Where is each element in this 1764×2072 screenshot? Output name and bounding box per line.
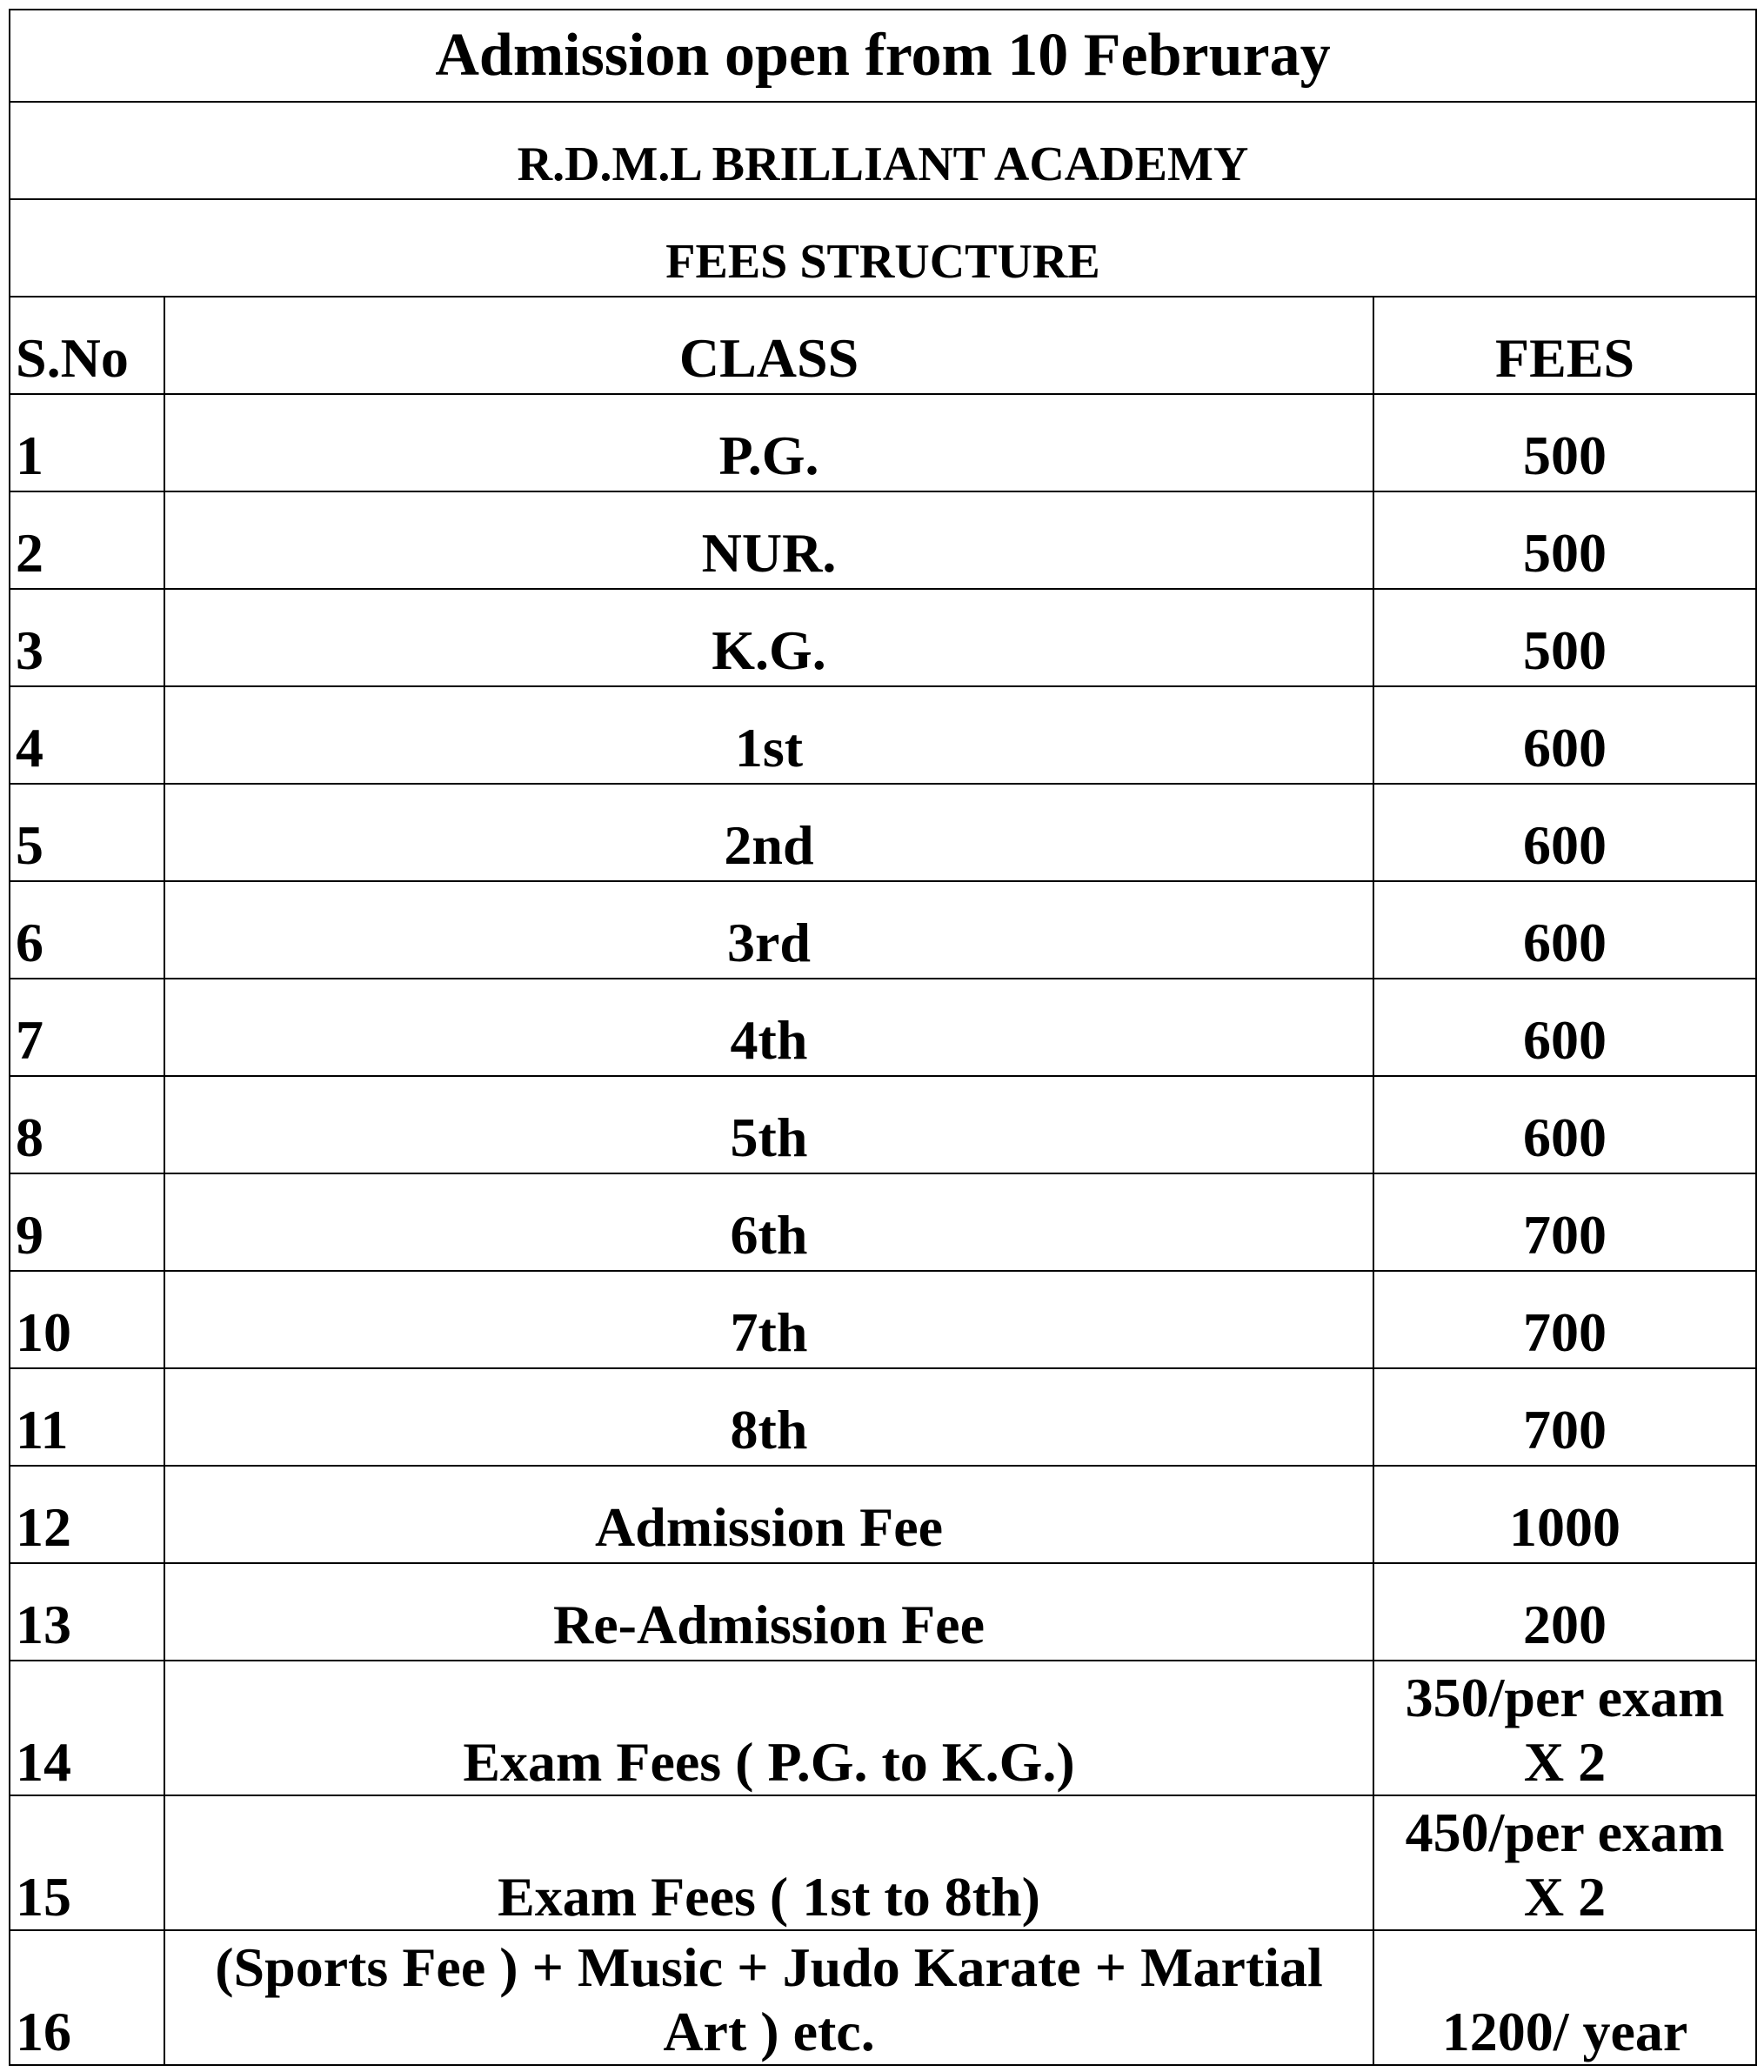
table-row xyxy=(10,589,1756,686)
table-row xyxy=(10,881,1756,979)
column-header-class: CLASS xyxy=(164,297,1373,394)
subtitle-row xyxy=(10,199,1756,297)
table-row xyxy=(10,1795,1756,1930)
row-class: 4th xyxy=(164,979,1373,1076)
fees-structure-heading: FEES STRUCTURE xyxy=(10,199,1756,297)
row-sno: 14 xyxy=(10,1661,164,1795)
row-sno: 8 xyxy=(10,1076,164,1173)
table-row xyxy=(10,1466,1756,1563)
row-fees: 700 xyxy=(1373,1271,1756,1368)
fees-table xyxy=(9,9,1757,2066)
row-sno: 6 xyxy=(10,881,164,979)
row-sno: 3 xyxy=(10,589,164,686)
column-header-fees: FEES xyxy=(1373,297,1756,394)
row-sno: 2 xyxy=(10,491,164,589)
row-class: Exam Fees ( P.G. to K.G.) xyxy=(164,1661,1373,1795)
row-class: (Sports Fee ) + Music + Judo Karate + Martial Art ) etc. xyxy=(164,1930,1373,2065)
row-sno: 13 xyxy=(10,1563,164,1661)
row-class: NUR. xyxy=(164,491,1373,589)
row-class: P.G. xyxy=(164,394,1373,491)
row-fees: 500 xyxy=(1373,491,1756,589)
column-header-sno: S.No xyxy=(10,297,164,394)
row-class: 2nd xyxy=(164,784,1373,881)
row-fees: 600 xyxy=(1373,979,1756,1076)
row-sno: 5 xyxy=(10,784,164,881)
row-sno: 11 xyxy=(10,1368,164,1466)
row-fees: 1200/ year xyxy=(1373,1930,1756,2065)
table-row xyxy=(10,1661,1756,1795)
row-sno: 9 xyxy=(10,1173,164,1271)
table-row xyxy=(10,394,1756,491)
table-row xyxy=(10,784,1756,881)
table-row xyxy=(10,1271,1756,1368)
row-class: Exam Fees ( 1st to 8th) xyxy=(164,1795,1373,1930)
table-row xyxy=(10,1076,1756,1173)
table-row xyxy=(10,979,1756,1076)
table-row xyxy=(10,1368,1756,1466)
row-class: 8th xyxy=(164,1368,1373,1466)
row-sno: 7 xyxy=(10,979,164,1076)
row-class: K.G. xyxy=(164,589,1373,686)
row-fees: 500 xyxy=(1373,589,1756,686)
row-sno: 4 xyxy=(10,686,164,784)
row-class: 5th xyxy=(164,1076,1373,1173)
column-header-row xyxy=(10,297,1756,394)
table-row xyxy=(10,1930,1756,2065)
table-row xyxy=(10,491,1756,589)
row-fees: 450/per exam X 2 xyxy=(1373,1795,1756,1930)
table-row xyxy=(10,686,1756,784)
table-row xyxy=(10,1563,1756,1661)
row-fees: 700 xyxy=(1373,1368,1756,1466)
page-title: Admission open from 10 Februray xyxy=(10,10,1756,102)
row-fees: 700 xyxy=(1373,1173,1756,1271)
row-class: Admission Fee xyxy=(164,1466,1373,1563)
row-fees: 600 xyxy=(1373,881,1756,979)
row-sno: 1 xyxy=(10,394,164,491)
row-class: 3rd xyxy=(164,881,1373,979)
table-row xyxy=(10,1173,1756,1271)
school-name-row xyxy=(10,102,1756,199)
row-fees: 600 xyxy=(1373,686,1756,784)
row-sno: 15 xyxy=(10,1795,164,1930)
row-fees: 350/per exam X 2 xyxy=(1373,1661,1756,1795)
title-row xyxy=(10,10,1756,102)
row-fees: 200 xyxy=(1373,1563,1756,1661)
row-class: 6th xyxy=(164,1173,1373,1271)
row-fees: 500 xyxy=(1373,394,1756,491)
school-name: R.D.M.L BRILLIANT ACADEMY xyxy=(10,102,1756,199)
row-class: 7th xyxy=(164,1271,1373,1368)
row-fees: 1000 xyxy=(1373,1466,1756,1563)
row-sno: 12 xyxy=(10,1466,164,1563)
row-fees: 600 xyxy=(1373,784,1756,881)
row-class: Re-Admission Fee xyxy=(164,1563,1373,1661)
row-sno: 16 xyxy=(10,1930,164,2065)
row-class: 1st xyxy=(164,686,1373,784)
row-fees: 600 xyxy=(1373,1076,1756,1173)
row-sno: 10 xyxy=(10,1271,164,1368)
